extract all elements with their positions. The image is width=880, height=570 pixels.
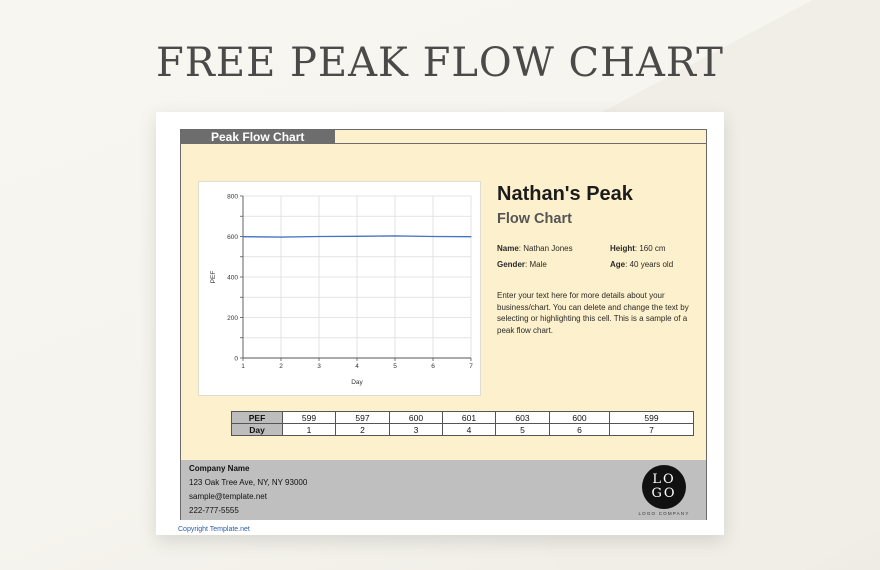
- x-tick-label: 3: [317, 363, 321, 370]
- day-cell[interactable]: 6: [550, 424, 610, 436]
- document-sheet: [156, 112, 724, 535]
- data-point: [242, 236, 243, 237]
- height-label: Height: [610, 244, 635, 253]
- day-cell[interactable]: 5: [496, 424, 550, 436]
- pef-cell[interactable]: 599: [610, 412, 694, 424]
- x-tick-label: 1: [241, 363, 245, 370]
- company-name: Company Name: [189, 464, 250, 473]
- day-cell[interactable]: 7: [610, 424, 694, 436]
- data-point: [394, 235, 395, 236]
- x-tick-label: 5: [393, 363, 397, 370]
- x-tick-label: 2: [279, 363, 283, 370]
- company-logo: [642, 465, 686, 509]
- y-tick-label: 0: [234, 355, 238, 363]
- day-cell[interactable]: 3: [390, 424, 443, 436]
- y-tick-label: 600: [227, 234, 238, 241]
- day-row-header: Day: [232, 424, 283, 436]
- age-value: : 40 years old: [625, 260, 674, 269]
- pef-cell[interactable]: 600: [550, 412, 610, 424]
- chart-frame: [180, 129, 707, 520]
- data-point: [432, 236, 433, 237]
- gender-field: [497, 260, 547, 269]
- logo-text-top: LO: [652, 472, 676, 487]
- height-field: [610, 244, 666, 253]
- company-email: sample@template.net: [189, 492, 267, 501]
- day-cell[interactable]: 1: [283, 424, 336, 436]
- peak-flow-line-chart: [199, 182, 482, 397]
- age-field: [610, 260, 673, 269]
- footer-bar: [181, 460, 706, 520]
- name-value: : Nathan Jones: [518, 244, 573, 253]
- y-tick-label: 800: [227, 193, 238, 201]
- chart-headline: Nathan's Peak: [497, 183, 633, 205]
- sheet-tab[interactable]: Peak Flow Chart: [181, 130, 335, 144]
- pef-cell[interactable]: 599: [283, 412, 336, 424]
- day-cell[interactable]: 4: [443, 424, 496, 436]
- y-tick-label: 200: [227, 315, 238, 322]
- name-field: [497, 244, 573, 253]
- gender-value: : Male: [525, 260, 547, 269]
- age-label: Age: [610, 260, 626, 269]
- pef-cell[interactable]: 600: [390, 412, 443, 424]
- logo-text-bottom: GO: [651, 486, 677, 501]
- pef-data-table: [231, 411, 694, 436]
- y-tick-label: 400: [227, 274, 238, 282]
- data-point: [280, 237, 281, 238]
- y-axis-title: PEF: [210, 270, 217, 284]
- x-tick-label: 6: [431, 363, 435, 370]
- chart-area: [198, 181, 481, 396]
- day-row: [232, 424, 694, 436]
- day-cell[interactable]: 2: [336, 424, 390, 436]
- x-tick-label: 7: [469, 363, 473, 370]
- x-axis-title: Day: [351, 379, 363, 386]
- pef-cell[interactable]: 597: [336, 412, 390, 424]
- description-text[interactable]: Enter your text here for more details about your business/chart. You can delete and change the text by selecting or highlighting this cell. This is a sample of a peak flow chart.: [497, 291, 689, 335]
- company-address: 123 Oak Tree Ave, NY, NY 93000: [189, 478, 308, 487]
- x-tick-label: 4: [355, 363, 359, 370]
- data-point: [470, 236, 471, 237]
- pef-cell[interactable]: 603: [496, 412, 550, 424]
- pef-cell[interactable]: 601: [443, 412, 496, 424]
- copyright-link[interactable]: Copyright Template.net: [178, 526, 250, 533]
- gender-label: Gender: [497, 260, 526, 269]
- height-value: : 160 cm: [634, 244, 666, 253]
- tab-divider: [335, 143, 707, 144]
- pef-row: [232, 412, 694, 424]
- name-label: Name: [497, 244, 519, 253]
- company-phone: 222-777-5555: [189, 506, 239, 515]
- data-point: [318, 236, 319, 237]
- data-point: [356, 236, 357, 237]
- pef-row-header: PEF: [232, 412, 283, 424]
- logo-caption: LOGO COMPANY: [638, 511, 690, 516]
- chart-subhead: Flow Chart: [497, 211, 572, 227]
- page-title: FREE PEAK FLOW CHART: [156, 40, 724, 86]
